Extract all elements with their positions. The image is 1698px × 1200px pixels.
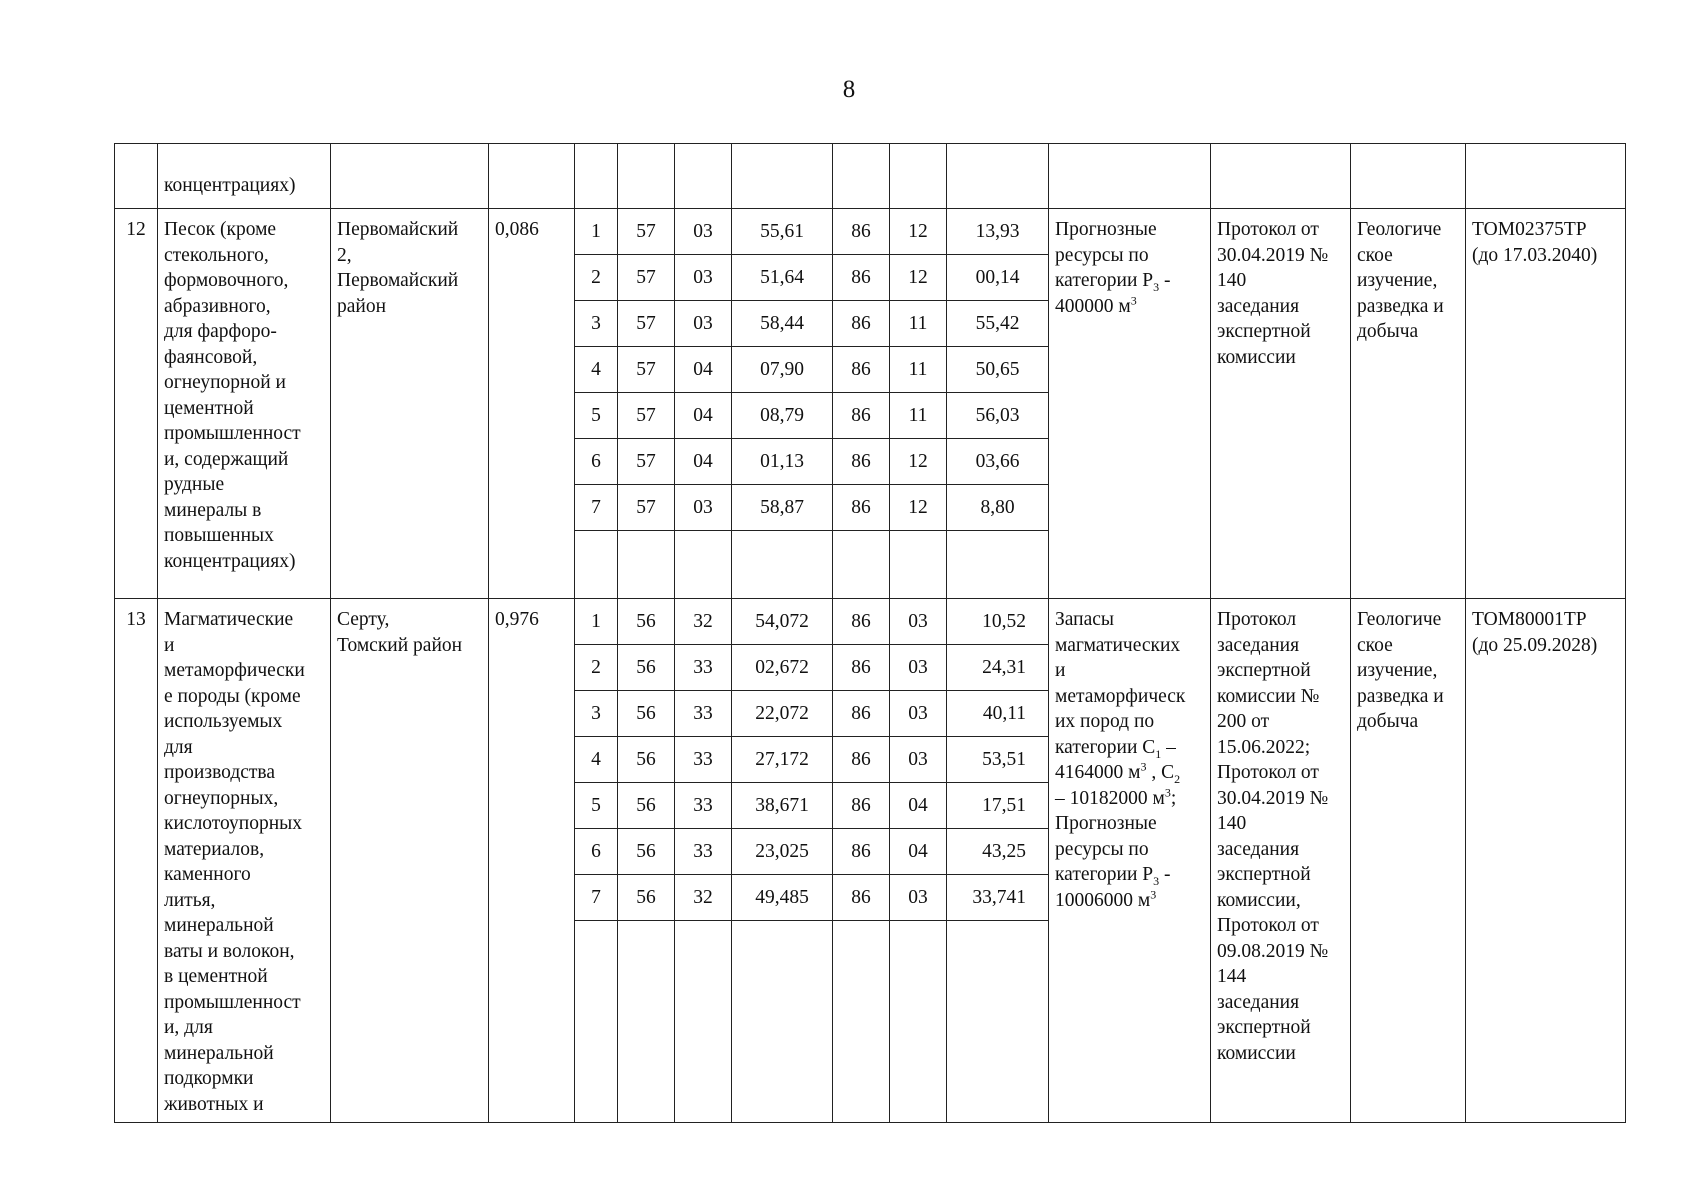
lon-deg: 86 [833, 347, 890, 393]
lon-sec: 24,31 [947, 645, 1049, 691]
lat-min: 04 [675, 393, 732, 439]
cell [732, 531, 833, 599]
mineral-tail: концентрациях) [158, 144, 331, 209]
lon-sec: 17,51 [947, 783, 1049, 829]
resources-sup: 3 [1164, 785, 1171, 799]
lon-sec: 8,80 [947, 485, 1049, 531]
point-number: 7 [575, 485, 618, 531]
lon-deg: 86 [833, 301, 890, 347]
lat-min: 33 [675, 829, 732, 875]
lat-sec: 02,672 [732, 645, 833, 691]
lat-deg: 57 [618, 301, 675, 347]
point-number: 5 [575, 783, 618, 829]
lat-min: 33 [675, 737, 732, 783]
resources-text [1049, 209, 1211, 599]
point-number: 2 [575, 255, 618, 301]
license-number: ТОМ02375ТР (до 17.03.2040) [1466, 209, 1626, 599]
lat-min: 32 [675, 599, 732, 645]
lon-sec: 55,42 [947, 301, 1049, 347]
point-number: 2 [575, 645, 618, 691]
cell [890, 921, 947, 1123]
lat-deg: 56 [618, 875, 675, 921]
cell [947, 531, 1049, 599]
lon-min: 03 [890, 645, 947, 691]
lon-min: 12 [890, 209, 947, 255]
cell [115, 144, 158, 209]
point-number: 4 [575, 737, 618, 783]
cell [575, 144, 618, 209]
lon-min: 12 [890, 439, 947, 485]
resources-part: Запасы магматических и метаморфическ их пород по категории С [1055, 609, 1186, 758]
lon-deg: 86 [833, 209, 890, 255]
lon-deg: 86 [833, 439, 890, 485]
lon-sec: 50,65 [947, 347, 1049, 393]
resources-sub: 2 [1174, 771, 1181, 786]
lat-sec: 23,025 [732, 829, 833, 875]
resources-part: , С [1146, 762, 1175, 783]
cell [1049, 144, 1211, 209]
lon-min: 11 [890, 301, 947, 347]
lat-sec: 55,61 [732, 209, 833, 255]
point-number: 7 [575, 875, 618, 921]
lat-deg: 57 [618, 439, 675, 485]
lat-min: 04 [675, 439, 732, 485]
cell [947, 144, 1049, 209]
lon-min: 03 [890, 737, 947, 783]
lat-sec: 27,172 [732, 737, 833, 783]
point-number: 4 [575, 347, 618, 393]
lon-min: 04 [890, 829, 947, 875]
mineral-type: Песок (кроме стекольного, формовочного, абразивного, для фарфоро- фаянсовой, огнеупорной и цементной промышленност и, содержащий рудные минералы в повышенных концентрациях) [158, 209, 331, 599]
purpose-text: Геологиче ское изучение, разведка и добыча [1351, 209, 1466, 599]
site-name: Серту, Томский район [331, 599, 489, 1123]
lon-sec: 56,03 [947, 393, 1049, 439]
cell [675, 921, 732, 1123]
cell [618, 531, 675, 599]
point-number: 3 [575, 691, 618, 737]
cell [890, 531, 947, 599]
lon-deg: 86 [833, 875, 890, 921]
lat-sec: 58,87 [732, 485, 833, 531]
resources-sup: 3 [1140, 759, 1147, 774]
lon-deg: 86 [833, 393, 890, 439]
license-area-table [114, 143, 1626, 1123]
resources-part: Прогнозные ресурсы по категории Р [1055, 219, 1157, 291]
lat-min: 33 [675, 783, 732, 829]
resources-text [1049, 599, 1211, 1123]
cell [575, 531, 618, 599]
resources-sub: 3 [1153, 279, 1160, 294]
lat-deg: 57 [618, 485, 675, 531]
lon-deg: 86 [833, 783, 890, 829]
lat-sec: 07,90 [732, 347, 833, 393]
lon-sec: 13,93 [947, 209, 1049, 255]
lat-min: 33 [675, 691, 732, 737]
lat-sec: 51,64 [732, 255, 833, 301]
cell [833, 144, 890, 209]
lat-min: 03 [675, 485, 732, 531]
lat-deg: 57 [618, 393, 675, 439]
cell [732, 921, 833, 1123]
resources-part: - 10006000 м [1055, 864, 1171, 911]
cell [675, 144, 732, 209]
cell [331, 144, 489, 209]
lat-min: 32 [675, 875, 732, 921]
resources-sup: 3 [1150, 887, 1157, 901]
lon-sec: 43,25 [947, 829, 1049, 875]
lat-sec: 08,79 [732, 393, 833, 439]
lat-sec: 54,072 [732, 599, 833, 645]
lon-sec: 53,51 [947, 737, 1049, 783]
cell [1351, 144, 1466, 209]
lon-deg: 86 [833, 737, 890, 783]
cell [890, 144, 947, 209]
table-row [115, 209, 1626, 255]
area-value: 0,086 [489, 209, 575, 599]
lon-deg: 86 [833, 599, 890, 645]
lon-sec: 03,66 [947, 439, 1049, 485]
cell [732, 144, 833, 209]
lat-deg: 56 [618, 783, 675, 829]
resources-part: – 4164000 м [1055, 736, 1176, 783]
lat-min: 03 [675, 255, 732, 301]
lon-deg: 86 [833, 485, 890, 531]
lon-sec: 33,741 [947, 875, 1049, 921]
cell [575, 921, 618, 1123]
lat-deg: 57 [618, 347, 675, 393]
resources-part: - 400000 м [1055, 270, 1171, 317]
cell [618, 144, 675, 209]
lat-deg: 56 [618, 829, 675, 875]
lon-deg: 86 [833, 829, 890, 875]
cell [833, 921, 890, 1123]
lon-sec: 40,11 [947, 691, 1049, 737]
mineral-type: Магматические и метаморфически е породы (кроме используемых для производства огнеупорных, кислотоупорных материалов, каменного литья, минеральной ваты и волокон, в цементной промышленност и, для минеральной подкормки животных и [158, 599, 331, 1123]
lat-min: 03 [675, 301, 732, 347]
point-number: 5 [575, 393, 618, 439]
lon-min: 03 [890, 691, 947, 737]
lon-min: 11 [890, 393, 947, 439]
lat-deg: 56 [618, 737, 675, 783]
purpose-text: Геологиче ское изучение, разведка и добыча [1351, 599, 1466, 1123]
cell [947, 921, 1049, 1123]
lat-sec: 58,44 [732, 301, 833, 347]
lon-sec: 00,14 [947, 255, 1049, 301]
lon-min: 12 [890, 255, 947, 301]
area-value: 0,976 [489, 599, 575, 1123]
cell [1211, 144, 1351, 209]
lat-deg: 56 [618, 645, 675, 691]
resources-sub: 1 [1155, 746, 1162, 761]
point-number: 1 [575, 599, 618, 645]
lat-deg: 57 [618, 255, 675, 301]
entry-number: 13 [115, 599, 158, 1123]
lon-min: 04 [890, 783, 947, 829]
lon-deg: 86 [833, 255, 890, 301]
point-number: 6 [575, 829, 618, 875]
protocol-text: Протокол от 30.04.2019 № 140 заседания экспертной комиссии [1211, 209, 1351, 599]
lat-sec: 49,485 [732, 875, 833, 921]
lon-min: 03 [890, 599, 947, 645]
lat-min: 04 [675, 347, 732, 393]
lat-sec: 38,671 [732, 783, 833, 829]
resources-part: ; Прогнозные ресурсы по категории Р [1055, 787, 1177, 885]
lat-min: 03 [675, 209, 732, 255]
lat-sec: 01,13 [732, 439, 833, 485]
resources-sub: 3 [1153, 873, 1160, 888]
cell [618, 921, 675, 1123]
cell [675, 531, 732, 599]
point-number: 6 [575, 439, 618, 485]
lat-deg: 56 [618, 599, 675, 645]
point-number: 3 [575, 301, 618, 347]
site-name: Первомайский 2, Первомайский район [331, 209, 489, 599]
lon-min: 03 [890, 875, 947, 921]
lat-deg: 57 [618, 209, 675, 255]
cell [489, 144, 575, 209]
lat-sec: 22,072 [732, 691, 833, 737]
lat-min: 33 [675, 645, 732, 691]
page-number: 8 [842, 76, 856, 103]
entry-number: 12 [115, 209, 158, 599]
lon-min: 12 [890, 485, 947, 531]
continuation-row [115, 144, 1626, 209]
lon-min: 11 [890, 347, 947, 393]
point-number: 1 [575, 209, 618, 255]
protocol-text: Протокол заседания экспертной комиссии № 200 от 15.06.2022; Протокол от 30.04.2019 № 140 заседания экспертной комиссии, Протокол от 09.08.2019 № 144 заседания экспертной комиссии [1211, 599, 1351, 1123]
cell [1466, 144, 1626, 209]
lat-deg: 56 [618, 691, 675, 737]
table-row [115, 599, 1626, 645]
lon-sec: 10,52 [947, 599, 1049, 645]
lon-deg: 86 [833, 645, 890, 691]
cell [833, 531, 890, 599]
lon-deg: 86 [833, 691, 890, 737]
resources-sup: 3 [1130, 293, 1137, 307]
resources-part: – 10182000 м [1055, 787, 1165, 809]
license-number: ТОМ80001ТР (до 25.09.2028) [1466, 599, 1626, 1123]
